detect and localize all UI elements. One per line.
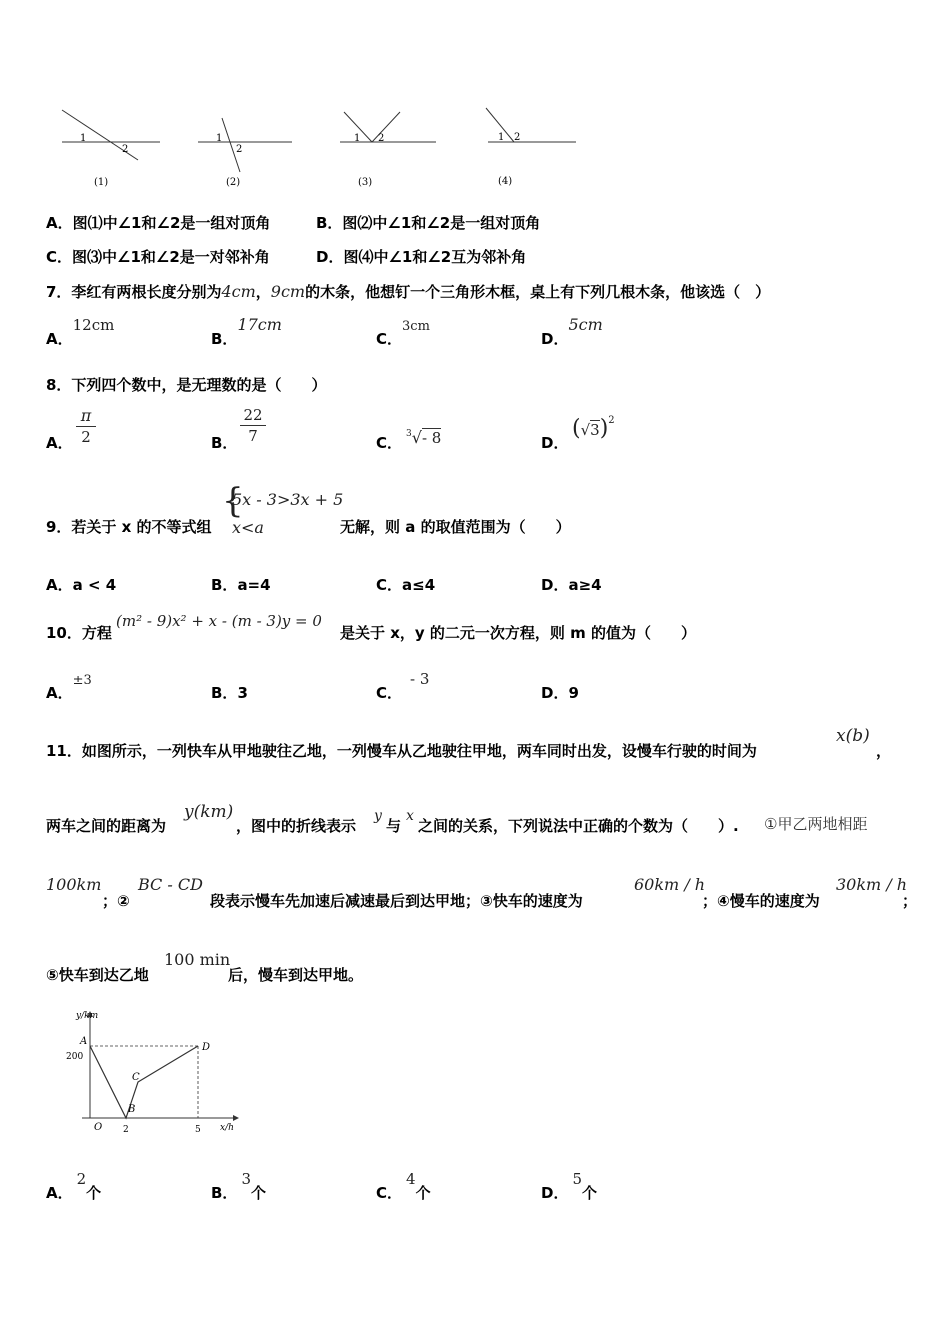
q9-rest: 无解，则 a 的取值范围为（ ） — [340, 518, 571, 536]
q7-len2: 9cm — [270, 282, 306, 301]
q11-line3-c: 段表示慢车先加速后减速最后到达甲地；③快车的速度为 — [210, 892, 583, 910]
q11-line2-c: 与 — [386, 817, 402, 835]
q8-option-d[interactable] — [572, 416, 615, 441]
q11-line4-a: ⑤快车到达乙地 — [46, 966, 149, 984]
q10-c-label: C． — [376, 684, 403, 702]
q10-b-label: B． — [211, 684, 238, 702]
q11-line2 — [46, 815, 166, 836]
q7-a-value: 12cm — [72, 316, 115, 334]
q10-c-value: - 3 — [410, 670, 430, 688]
q7-stem — [46, 281, 770, 302]
fig1-angle-1: 1 — [80, 133, 87, 144]
q9-brace-icon: { — [222, 481, 244, 521]
q8-option-b[interactable] — [240, 406, 266, 445]
q8-c-radicand: - 8 — [421, 429, 442, 447]
q11-a-unit: 个 — [86, 1184, 102, 1202]
q8-c-root-index: 3 — [406, 429, 412, 439]
q11-line2-b: ，图中的折线表示 — [236, 817, 357, 835]
q8-c-label: C． — [376, 434, 403, 452]
q9-c-value: a≤4 — [402, 576, 436, 594]
q7-c-label: C． — [376, 330, 403, 348]
fig2-angle-1: 1 — [216, 133, 223, 144]
q10-a-label: A． — [46, 684, 73, 702]
q8-stem: 8．下列四个数中，是无理数的是（ ） — [46, 376, 327, 394]
q8-option-c[interactable] — [406, 428, 441, 447]
q8-c-radical-icon: √ — [411, 428, 422, 447]
q6-option-d[interactable]: D．图⑷中∠1和∠2互为邻补角 — [316, 248, 527, 266]
q9-d-value: a≥4 — [568, 576, 602, 594]
q11-c-label: C． — [376, 1184, 403, 1202]
q11-d-unit: 个 — [582, 1184, 598, 1202]
q9-b-value: a=4 — [237, 576, 271, 594]
q10-option-a[interactable] — [46, 668, 92, 702]
q11-line3-d: ；④慢车的速度为 — [702, 892, 820, 910]
q10-a-value: ±3 — [72, 673, 92, 688]
q11-option-c[interactable] — [376, 1168, 431, 1202]
q10-equation: (m² - 9)x² + x - (m - 3)y = 0 — [116, 612, 322, 630]
q7-option-b[interactable] — [211, 314, 282, 348]
q8-a-denominator: 2 — [81, 428, 91, 446]
graph-point-d: D — [202, 1042, 211, 1053]
graph-point-c: C — [132, 1072, 140, 1083]
q11-line3-math1: BC - CD — [138, 875, 203, 894]
q11-c-value: 4 — [406, 1170, 416, 1188]
distance-polyline — [90, 1046, 198, 1118]
q8-a-label: A． — [46, 434, 73, 452]
q7-sep: ， — [255, 283, 271, 301]
q11-line2-a: 两车之间的距离为 — [46, 817, 167, 835]
q7-d-label: D． — [541, 330, 569, 348]
fig1-angle-2: 2 — [122, 144, 129, 155]
figure-1 — [62, 110, 160, 188]
fig3-angle-1: 1 — [354, 133, 361, 144]
graph-y-label: y/km — [76, 1011, 99, 1021]
q7-b-label: B． — [211, 330, 238, 348]
q11-line3-e: ； — [902, 892, 918, 910]
q7-option-d[interactable] — [541, 314, 603, 348]
q11-line1 — [46, 740, 757, 761]
fig4-caption: (4) — [498, 176, 513, 187]
graph-y-tick-200: 200 — [66, 1052, 84, 1062]
q10-b-value: 3 — [237, 684, 248, 702]
q7-text-1: 7．李红有两根长度分别为 — [46, 283, 222, 301]
graph-x-label: x/h — [220, 1123, 234, 1133]
q11-a-value: 2 — [76, 1170, 87, 1188]
q11-d-label: D． — [541, 1184, 569, 1202]
q11-b-value: 3 — [241, 1170, 251, 1188]
q9-option-d[interactable] — [541, 574, 602, 595]
fig1-caption: (1) — [94, 177, 109, 188]
q7-text-2: 的木条，他想钉一个三角形木框，桌上有下列几根木条，他该选（ ） — [305, 283, 771, 301]
q9-a-label: A． — [46, 576, 73, 594]
fig2-caption: (2) — [226, 177, 241, 188]
graph-x-tick-2: 2 — [123, 1125, 129, 1135]
angle-figures — [50, 100, 590, 195]
q11-line4-b: 后，慢车到达甲地。 — [228, 966, 364, 984]
fig4-angle-2: 2 — [514, 132, 521, 143]
q7-d-value: 5cm — [568, 315, 603, 334]
q11-line3-b: ；② — [102, 892, 130, 910]
graph-origin-label: O — [94, 1122, 103, 1133]
q8-a-numerator: π — [80, 406, 92, 425]
q6-option-b[interactable]: B．图⑵中∠1和∠2是一组对顶角 — [316, 214, 541, 232]
q7-option-a[interactable] — [46, 314, 115, 348]
graph-point-a: A — [80, 1036, 88, 1047]
q11-line2-e: ①甲乙两地相距 — [764, 815, 868, 833]
q11-line1-text: 11．如图所示，一列快车从甲地驶往乙地，一列慢车从乙地驶往甲地，两车同时出发，设慢车行驶的时间为 — [46, 742, 757, 760]
q9-option-b[interactable] — [211, 574, 271, 595]
graph-point-b: B — [128, 1104, 136, 1115]
q8-b-denominator: 7 — [248, 427, 258, 445]
q10-d-value: 9 — [568, 684, 579, 702]
q11-option-b[interactable] — [211, 1168, 266, 1202]
q8-option-a[interactable] — [76, 406, 96, 446]
q7-b-value: 17cm — [237, 315, 282, 334]
figure-2 — [198, 118, 292, 188]
q10-option-b[interactable] — [211, 682, 248, 703]
q8-d-radicand: 3 — [590, 421, 600, 439]
q7-c-value: 3cm — [402, 319, 430, 334]
q10-option-c[interactable] — [376, 668, 430, 702]
q11-line1-math: x(b) — [836, 726, 870, 746]
q9-b-label: B． — [211, 576, 238, 594]
q6-option-a[interactable]: A．图⑴中∠1和∠2是一组对顶角 — [46, 214, 271, 232]
q8-d-paren-left: ( — [572, 416, 581, 441]
q10-stem: 10．方程 — [46, 624, 112, 642]
q8-d-label: D． — [541, 434, 569, 452]
q11-line3-math3: 30km / h — [836, 875, 908, 894]
q8-d-exponent: 2 — [608, 415, 615, 426]
q8-d-paren-right: ) — [599, 416, 609, 441]
q6-option-c[interactable]: C．图⑶中∠1和∠2是一对邻补角 — [46, 248, 270, 266]
fig3-angle-2: 2 — [378, 133, 385, 144]
q9-system-line1: 5x - 3>3x + 5 — [232, 490, 344, 509]
q11-option-a[interactable] — [46, 1168, 102, 1202]
figure-3 — [340, 112, 436, 188]
graph-x-tick-5: 5 — [195, 1125, 201, 1135]
q10-rest: 是关于 x，y 的二元一次方程，则 m 的值为（ ） — [340, 624, 696, 642]
q9-d-label: D． — [541, 576, 569, 594]
q11-c-unit: 个 — [415, 1184, 431, 1202]
q11-line2-d: 之间的关系，下列说法中正确的个数为（ ）. — [418, 817, 739, 835]
q11-line3-a: 100km — [46, 875, 102, 894]
q11-line3-math2: 60km / h — [634, 875, 706, 894]
figure-4 — [486, 108, 576, 187]
q11-line1-end: ， — [876, 742, 892, 760]
q9-stem: 9．若关于 x 的不等式组 — [46, 518, 212, 536]
q11-line2-y: y — [374, 808, 382, 824]
q8-d-radical-icon: √ — [580, 421, 591, 439]
fig2-angle-2: 2 — [236, 144, 243, 155]
q7-option-c[interactable] — [376, 314, 430, 348]
q11-a-label: A． — [46, 1184, 73, 1202]
q11-graph — [60, 1008, 245, 1138]
q9-option-c[interactable] — [376, 574, 435, 595]
fig3-caption: (3) — [358, 177, 373, 188]
q8-b-label: B． — [211, 434, 238, 452]
q11-line2-x: x — [406, 808, 414, 824]
q9-a-value: a < 4 — [72, 576, 117, 594]
q11-option-d[interactable] — [541, 1168, 598, 1202]
q7-a-label: A． — [46, 330, 73, 348]
q11-line4-math: 100 min — [164, 950, 231, 969]
fig4-angle-1: 1 — [498, 132, 505, 143]
q8-b-numerator: 22 — [243, 406, 263, 424]
q11-d-value: 5 — [572, 1170, 582, 1188]
q9-c-label: C． — [376, 576, 403, 594]
q11-b-label: B． — [211, 1184, 238, 1202]
q9-system-line2: x<a — [232, 518, 264, 537]
q9-option-a[interactable] — [46, 574, 116, 595]
q11-b-unit: 个 — [250, 1184, 266, 1202]
q10-option-d[interactable] — [541, 682, 579, 703]
q7-len1: 4cm — [221, 282, 256, 301]
q10-d-label: D． — [541, 684, 569, 702]
q11-line2-math: y(km) — [184, 802, 234, 822]
